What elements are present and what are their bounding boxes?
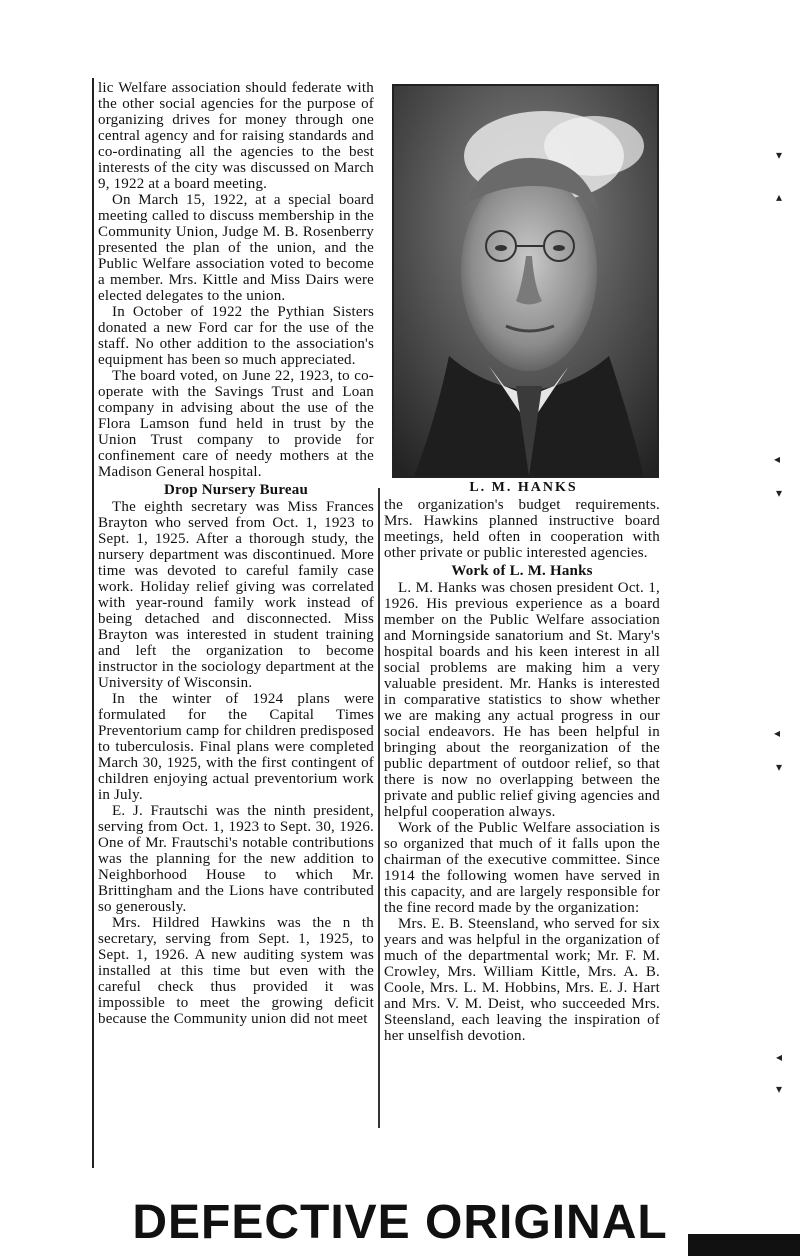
margin-mark: ◂	[776, 1050, 783, 1064]
defective-original-stamp: DEFECTIVE ORIGINAL	[132, 1196, 668, 1249]
margin-mark: ◂	[774, 726, 781, 740]
right-paragraph-1: the organization's budget requirements. Mrs. Hawkins planned instructive board meetings, held often in cooperation with other private or public interested agencies.	[384, 497, 660, 561]
right-column	[384, 497, 660, 1044]
portrait-photo	[392, 84, 659, 478]
margin-mark: ▾	[776, 148, 783, 162]
margin-mark: ▾	[776, 1082, 783, 1096]
margin-mark: ▴	[776, 190, 783, 204]
left-paragraph-7: E. J. Frautschi was the ninth president, serving from Oct. 1, 1923 to Sept. 30, 1926. One of Mr. Frautschi's notable contributions was the planning for the new addition to Neighborhood House to which Mr. Brittingham and the Lions have contributed so generously.	[98, 803, 374, 915]
margin-mark: ▾	[776, 760, 783, 774]
left-paragraph-8: Mrs. Hildred Hawkins was the n th secretary, serving from Sept. 1, 1925, to Sept. 1, 1926. A new auditing system was installed at this time but even with the careful check thus provided it was impossible to meet the growing deficit because the Community union did not meet	[98, 915, 374, 1027]
right-paragraph-3: Work of the Public Welfare association is so organized that much of it falls upon the chairman of the executive committee. Since 1914 the following women have served in this capacity, and are largely responsible for the fine record made by the organization:	[384, 820, 660, 916]
column-rule-middle	[378, 488, 380, 1128]
left-paragraph-6: In the winter of 1924 plans were formulated for the Capital Times Preventorium camp for children predisposed to tuberculosis. Final plans were completed March 30, 1925, with the first contingent of children enjoying actual preventorium work in July.	[98, 691, 374, 803]
left-column	[98, 80, 374, 1027]
photo-caption: L. M. HANKS	[469, 480, 578, 495]
portrait-image	[394, 86, 657, 476]
section-heading-drop-nursery: Drop Nursery Bureau	[163, 482, 309, 498]
right-paragraph-4: Mrs. E. B. Steensland, who served for six years and was helpful in the organization of much of the departmental work; Mr. F. M. Crowley, Mrs. William Kittle, Mrs. A. B. Coole, Mrs. L. M. Hobbins, Mrs. E. J. Hart and Mrs. V. M. Deist, who succeeded Mrs. Steensland, each leaving the inspiration of her unselfish devotion.	[384, 916, 660, 1044]
scan-edge-bar	[688, 1234, 800, 1256]
left-paragraph-2: On March 15, 1922, at a special board meeting called to discuss membership in the Community Union, Judge M. B. Rosenberry presented the plan of the union, and the Public Welfare association voted to become a member. Mrs. Kittle and Miss Dairs were elected delegates to the union.	[98, 192, 374, 304]
margin-mark: ▾	[776, 486, 783, 500]
left-paragraph-5: The eighth secretary was Miss Frances Brayton who served from Oct. 1, 1923 to Sept. 1, 1925. After a thorough study, the nursery department was discontinued. More time was devoted to careful family case work. Holiday relief giving was correlated with year-round family work instead of being detached and disconnected. Miss Brayton was interested in student training and left the organization to become instructor in the sociology department at the University of Wisconsin.	[98, 499, 374, 691]
right-paragraph-2: L. M. Hanks was chosen president Oct. 1, 1926. His previous experience as a board member on the Public Welfare association and Morningside sanatorium and St. Mary's hospital boards and his keen interest in all social problems are making him a very valuable president. Mr. Hanks is interested in comparative statistics to show whether we are making any actual progress in our social endeavors. He has been helpful in bringing about the reorganization of the public department of outdoor relief, so that there is now no overlapping between the private and public relief giving agencies and helpful cooperation always.	[384, 580, 660, 820]
column-rule-left	[92, 78, 94, 1168]
left-paragraph-1: lic Welfare association should federate with the other social agencies for the purpose of organizing drives for money through one central agency and for raising standards and co-ordinating all the agencies to the best interests of the city was discussed on March 9, 1922 at a board meeting.	[98, 80, 374, 192]
left-paragraph-3: In October of 1922 the Pythian Sisters donated a new Ford car for the use of the staff. No other addition to the association's equipment has been so much appreciated.	[98, 304, 374, 368]
left-paragraph-4: The board voted, on June 22, 1923, to co-operate with the Savings Trust and Loan company in advising about the use of the Flora Lamson fund held in trust by the Union Trust company to provide for confinement care of needy mothers at the Madison General hospital.	[98, 368, 374, 480]
section-heading-work-of-hanks: Work of L. M. Hanks	[451, 563, 593, 579]
margin-mark: ◂	[774, 452, 781, 466]
